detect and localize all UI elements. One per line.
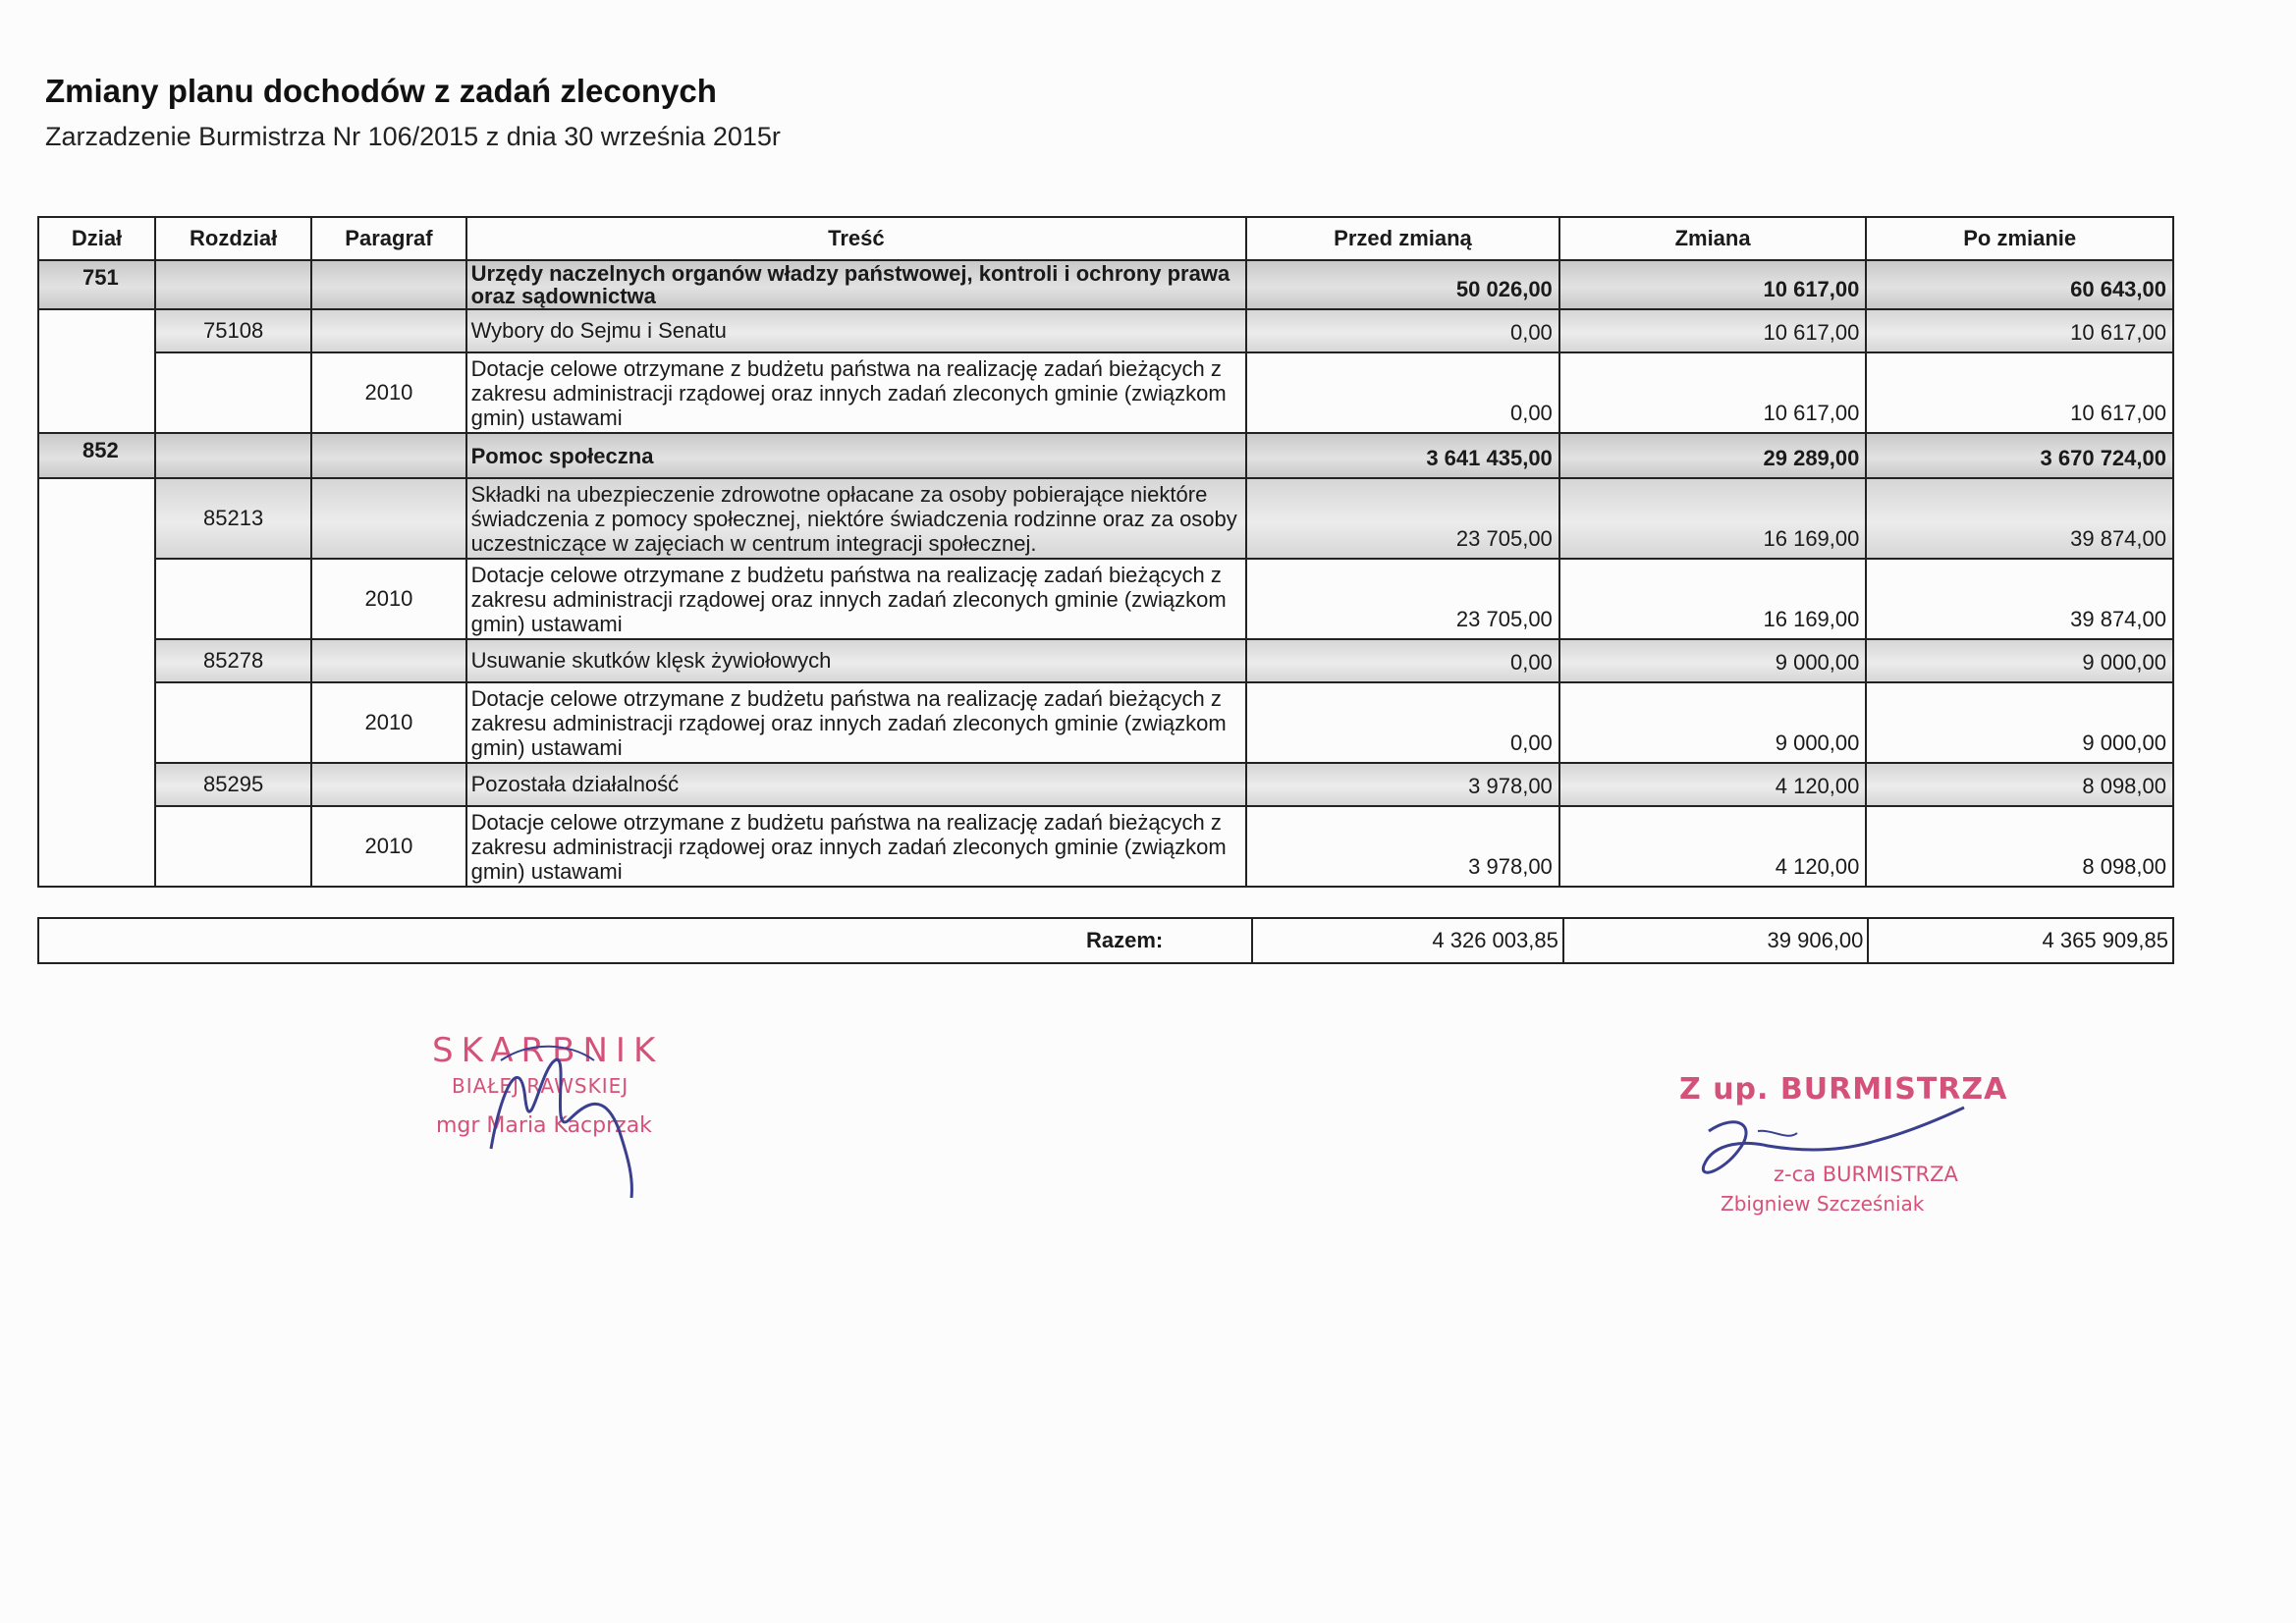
table-row-paragraf — [38, 682, 2173, 763]
cell-paragraf — [311, 478, 465, 559]
summary-table — [37, 917, 2174, 964]
col-header-paragraf: Paragraf — [311, 217, 465, 260]
cell-po: 10 617,00 — [1866, 352, 2173, 433]
cell-zmiana: 4 120,00 — [1559, 763, 1867, 806]
table-row-rozdzial-85213 — [38, 478, 2173, 559]
cell-rozdzial — [155, 682, 311, 763]
cell-zmiana: 29 289,00 — [1559, 433, 1867, 478]
cell-paragraf: 2010 — [311, 806, 465, 887]
cell-tresc: Dotacje celowe otrzymane z budżetu państwa na realizację zadań bieżących z zakresu administracji rządowej oraz innych zadań zleconych gminie (związkom gmin) ustawami — [466, 352, 1247, 433]
table-row-dzial-751 — [38, 260, 2173, 309]
cell-rozdzial: 85213 — [155, 478, 311, 559]
cell-paragraf — [311, 309, 465, 352]
cell-przed: 23 705,00 — [1246, 559, 1559, 639]
cell-zmiana: 4 120,00 — [1559, 806, 1867, 887]
cell-rozdzial — [155, 352, 311, 433]
budget-table — [37, 216, 2174, 888]
cell-paragraf — [311, 433, 465, 478]
cell-dzial — [38, 478, 155, 887]
page-title: Zmiany planu dochodów z zadań zleconych — [45, 73, 717, 109]
cell-zmiana: 10 617,00 — [1559, 309, 1867, 352]
cell-rozdzial — [155, 806, 311, 887]
table-header-row — [38, 217, 2173, 260]
cell-przed: 3 978,00 — [1246, 806, 1559, 887]
cell-po: 8 098,00 — [1866, 806, 2173, 887]
cell-zmiana: 16 169,00 — [1559, 478, 1867, 559]
skarbnik-stamp — [432, 1031, 687, 1208]
cell-zmiana: 10 617,00 — [1559, 260, 1867, 309]
cell-tresc: Pozostała działalność — [466, 763, 1247, 806]
cell-po: 3 670 724,00 — [1866, 433, 2173, 478]
summary-po: 4 365 909,85 — [1868, 918, 2173, 963]
table-row-dzial-852 — [38, 433, 2173, 478]
cell-po: 39 874,00 — [1866, 478, 2173, 559]
summary-przed: 4 326 003,85 — [1252, 918, 1563, 963]
table-row-paragraf — [38, 806, 2173, 887]
cell-po: 39 874,00 — [1866, 559, 2173, 639]
cell-tresc: Dotacje celowe otrzymane z budżetu państwa na realizację zadań bieżących z zakresu administracji rządowej oraz innych zadań zleconych gminie (związkom gmin) ustawami — [466, 559, 1247, 639]
cell-przed: 3 978,00 — [1246, 763, 1559, 806]
col-header-dzial: Dział — [38, 217, 155, 260]
cell-tresc: Składki na ubezpieczenie zdrowotne opłacane za osoby pobierające niektóre świadczenia z pomocy społecznej, niektóre świadczenia rodzinne oraz za osoby uczestniczące w zajęciach w centrum integracji społecznej. — [466, 478, 1247, 559]
col-header-rozdzial: Rozdział — [155, 217, 311, 260]
cell-tresc: Wybory do Sejmu i Senatu — [466, 309, 1247, 352]
col-header-po: Po zmianie — [1866, 217, 2173, 260]
summary-row — [38, 918, 2173, 963]
table-row-paragraf — [38, 559, 2173, 639]
cell-tresc: Urzędy naczelnych organów władzy państwowej, kontroli i ochrony prawa oraz sądownictwa — [466, 260, 1247, 309]
stamp-line-3: mgr Maria Kacprzak — [436, 1113, 652, 1138]
cell-zmiana: 9 000,00 — [1559, 639, 1867, 682]
cell-przed: 0,00 — [1246, 682, 1559, 763]
cell-paragraf — [311, 260, 465, 309]
col-header-tresc: Treść — [466, 217, 1247, 260]
cell-przed: 0,00 — [1246, 352, 1559, 433]
cell-paragraf: 2010 — [311, 682, 465, 763]
cell-dzial: 751 — [38, 260, 155, 309]
cell-przed: 3 641 435,00 — [1246, 433, 1559, 478]
cell-przed: 50 026,00 — [1246, 260, 1559, 309]
cell-przed: 23 705,00 — [1246, 478, 1559, 559]
cell-po: 9 000,00 — [1866, 639, 2173, 682]
burmistrz-stamp — [1679, 1072, 2013, 1229]
stamp-line-2: z-ca BURMISTRZA — [1774, 1163, 1958, 1186]
table-row-rozdzial-85278 — [38, 639, 2173, 682]
cell-po: 10 617,00 — [1866, 309, 2173, 352]
signature-left-icon — [432, 1031, 687, 1208]
table-row-rozdzial-85295 — [38, 763, 2173, 806]
cell-paragraf — [311, 763, 465, 806]
cell-rozdzial: 85278 — [155, 639, 311, 682]
cell-po: 60 643,00 — [1866, 260, 2173, 309]
cell-paragraf — [311, 639, 465, 682]
table-row-paragraf — [38, 352, 2173, 433]
cell-dzial — [38, 309, 155, 433]
cell-paragraf: 2010 — [311, 559, 465, 639]
col-header-zmiana: Zmiana — [1559, 217, 1867, 260]
page-subtitle: Zarzadzenie Burmistrza Nr 106/2015 z dnia 30 września 2015r — [45, 122, 781, 151]
cell-zmiana: 10 617,00 — [1559, 352, 1867, 433]
cell-tresc: Usuwanie skutków klęsk żywiołowych — [466, 639, 1247, 682]
cell-przed: 0,00 — [1246, 309, 1559, 352]
cell-rozdzial — [155, 260, 311, 309]
cell-dzial: 852 — [38, 433, 155, 478]
stamp-line-3: Zbigniew Szcześniak — [1721, 1192, 1925, 1216]
cell-rozdzial: 75108 — [155, 309, 311, 352]
cell-zmiana: 9 000,00 — [1559, 682, 1867, 763]
cell-tresc: Pomoc społeczna — [466, 433, 1247, 478]
summary-label: Razem: — [38, 918, 1252, 963]
cell-rozdzial — [155, 559, 311, 639]
cell-po: 9 000,00 — [1866, 682, 2173, 763]
cell-zmiana: 16 169,00 — [1559, 559, 1867, 639]
stamp-line-1: SKARBNIK — [432, 1031, 664, 1070]
signature-right-icon — [1679, 1072, 2013, 1229]
stamp-line-2: BIAŁEJ RAWSKIEJ — [452, 1074, 629, 1098]
summary-zmiana: 39 906,00 — [1563, 918, 1869, 963]
cell-rozdzial — [155, 433, 311, 478]
cell-przed: 0,00 — [1246, 639, 1559, 682]
table-row-rozdzial-75108 — [38, 309, 2173, 352]
cell-rozdzial: 85295 — [155, 763, 311, 806]
stamp-line-1: Z up. BURMISTRZA — [1679, 1072, 2008, 1107]
cell-paragraf: 2010 — [311, 352, 465, 433]
cell-tresc: Dotacje celowe otrzymane z budżetu państwa na realizację zadań bieżących z zakresu administracji rządowej oraz innych zadań zleconych gminie (związkom gmin) ustawami — [466, 682, 1247, 763]
cell-po: 8 098,00 — [1866, 763, 2173, 806]
cell-tresc: Dotacje celowe otrzymane z budżetu państwa na realizację zadań bieżących z zakresu administracji rządowej oraz innych zadań zleconych gminie (związkom gmin) ustawami — [466, 806, 1247, 887]
col-header-przed: Przed zmianą — [1246, 217, 1559, 260]
